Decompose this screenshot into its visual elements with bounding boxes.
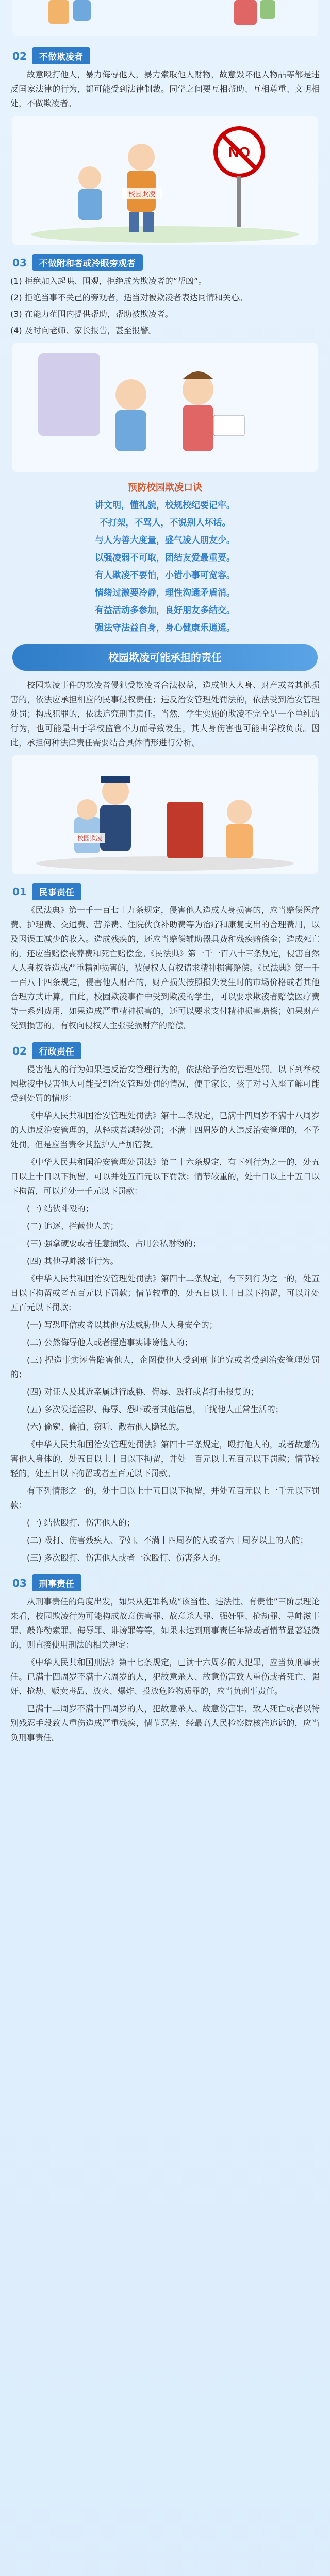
police-illustration [12, 755, 318, 874]
admin-text: 侵害他人的行为如果违反治安管理行为的，依法给予治安管理处罚。以下列举校园欺凌中侵害他人可能受到治安管理处罚的情况，便于家长、孩子对号入座了解可能受到处罚的情形： [10, 1064, 320, 1103]
responsibility-banner: 校园欺凌可能承担的责任 [12, 644, 318, 671]
section-title: 民事责任 [32, 883, 81, 900]
admin-text: (三) 捏造事实诬告陷害他人，企图使他人受到刑事追究或者受到治安管理处罚的； [10, 1355, 320, 1379]
section-03-list [0, 274, 330, 338]
section-title: 行政责任 [32, 1042, 81, 1059]
section-number: 02 [12, 49, 27, 62]
admin-text: (一) 结伙斗殴的； [27, 1204, 94, 1213]
civil-header [12, 883, 318, 900]
rhyme-line: 以强凌弱不可取，团结友爱最重要。 [95, 553, 235, 563]
rhyme-line: 有益活动多参加，良好朋友多结交。 [95, 605, 235, 616]
list-item: (1) 拒绝加入起哄、围观，拒绝成为欺凌者的“帮凶”。 [10, 276, 207, 286]
section-title: 不做附和者或冷眼旁观者 [32, 254, 143, 271]
admin-text: 《中华人民共和国治安管理处罚法》第四十二条规定，有下列行为之一的，处五日以下拘留或者五百元以下罚款；情节较重的，处五日以上十日以下拘留，可以并处五百元以下罚款： [10, 1274, 320, 1312]
section-number: 02 [12, 1044, 27, 1057]
criminal-text: 从刑事责任的角度出发，如果从犯罪构成“该当性、违法性、有责性”三阶层理论来看，校园欺凌行为可能构成故意伤害罪、故意杀人罪、强奸罪、抢劫罪、寻衅滋事罪、敲诈勒索罪、侮辱罪、诽谤罪等等，如果未达到刑事责任年龄或者情节显著轻微的，则直接使用刑法的相关规定： [10, 1597, 320, 1650]
criminal-header [12, 1574, 318, 1591]
admin-text: (四) 对证人及其近亲属进行威胁、侮辱、殴打或者打击报复的； [27, 1387, 259, 1397]
admin-text: (二) 公然侮辱他人或者捏造事实诽谤他人的； [27, 1337, 193, 1347]
no-bullying-image [12, 116, 318, 245]
section-number: 03 [12, 256, 27, 269]
helping-illustration [12, 343, 318, 472]
criminal-text: 《中华人民共和国刑法》第十七条规定，已满十六周岁的人犯罪，应当负刑事责任。已满十四周岁不满十六周岁的人，犯故意杀人、故意伤害致人重伤或者死亡、强奸、抢劫、贩卖毒品、放火、爆炸、投放危险物质罪的，应当负刑事责任。 [10, 1657, 320, 1696]
section-02-header [12, 47, 318, 64]
admin-text: (二) 追逐、拦截他人的； [27, 1221, 119, 1231]
section-number: 01 [12, 885, 27, 898]
rhyme-line: 有人欺凌不要怕，小错小事可宽容。 [95, 570, 235, 581]
rhyme-title: 预防校园欺凌口诀 [128, 482, 202, 493]
admin-text: 《中华人民共和国治安管理处罚法》第二十六条规定，有下列行为之一的，处五日以上十日以下拘留，可以并处五百元以下罚款；情节较重的，处十日以上十五日以下拘留，可以并处一千元以下罚款： [10, 1157, 320, 1196]
admin-text: (一) 写恐吓信或者以其他方法威胁他人人身安全的； [27, 1320, 218, 1330]
section-02-text: 故意殴打他人，暴力侮辱他人，暴力索取他人财物，故意毁坏他人物品等都是违反国家法律的行为，都可能受到法律制裁。同学之间要互相帮助、互相尊重、文明相处，不做欺凌者。 [10, 70, 320, 108]
admin-text: (三) 强拿硬要或者任意损毁、占用公私财物的； [27, 1239, 201, 1248]
rhyme-line: 与人为善大度量，盛气凌人朋友少。 [95, 535, 235, 546]
admin-text: (三) 多次殴打、伤害他人或者一次殴打、伤害多人的。 [27, 1553, 226, 1563]
civil-text: 《民法典》第一千一百七十九条规定，侵害他人造成人身损害的，应当赔偿医疗费、护理费、交通费、营养费、住院伙食补助费等为治疗和康复支出的合理费用，以及因误工减少的收入。造成残疾的，还应当赔偿辅助器具费和残疾赔偿金；造成死亡的，还应当赔偿丧葬费和死亡赔偿金。《民法典》第一千一百八十三条规定，侵害自然人人身权益造成严重精神损害的，被侵权人有权请求精神损害赔偿。《民法典》第一千一百八十四条规定，侵害他人财产的，财产损失按照损失发生时的市场价格或者其他合理方式计算。由此，校园欺凌事件中受到欺凌的学生，可以要求欺凌者赔偿医疗费等一系列费用，如果造成严重精神损害的，还可以要求支付精神损害赔偿；如果财产受到损害的，有权向侵权人主张受损财产的赔偿。 [10, 905, 320, 1030]
bully-sign-text: 校园欺凌 [77, 835, 103, 842]
rhyme-line: 讲文明，懂礼貌，校规校纪要记牢。 [95, 500, 235, 511]
rhyme-line: 情绪过激要冷静，理性沟通矛盾消。 [95, 588, 235, 598]
helping-image [12, 343, 318, 472]
top-illustration [12, 0, 318, 36]
no-sign-text: NO [228, 144, 250, 160]
section-title: 不做欺凌者 [32, 47, 90, 64]
no-bullying-illustration [12, 116, 318, 245]
list-item: (4) 及时向老师、家长报告，甚至报警。 [10, 326, 157, 335]
admin-text: (二) 殴打、伤害残疾人、孕妇、不满十四周岁的人或者六十周岁以上的人的； [27, 1535, 308, 1545]
admin-header [12, 1042, 318, 1059]
admin-text: (五) 多次发送淫秽、侮辱、恐吓或者其他信息，干扰他人正常生活的； [27, 1404, 284, 1414]
admin-text: 有下列情形之一的，处十日以上十五日以下拘留，并处五百元以上一千元以下罚款： [10, 1486, 320, 1510]
section-title: 刑事责任 [32, 1574, 81, 1591]
admin-text: 《中华人民共和国治安管理处罚法》第四十三条规定，殴打他人的，或者故意伤害他人身体的，处五日以上十日以下拘留，并处二百元以上五百元以下罚款；情节较轻的，处五日以下拘留或者五百元以下罚款。 [10, 1439, 320, 1478]
list-item: (3) 在能力范围内提供帮助，帮助被欺凌者。 [10, 309, 173, 319]
section-03-header [12, 254, 318, 271]
admin-text: (四) 其他寻衅滋事行为。 [27, 1256, 119, 1266]
admin-text: 《中华人民共和国治安管理处罚法》第十二条规定，已满十四周岁不满十八周岁的人违反治安管理的，从轻或者减轻处罚；不满十四周岁的人违反治安管理的，不予处罚，但是应当责令其监护人严加管教。 [10, 1111, 320, 1149]
criminal-text: 已满十二周岁不满十四周岁的人，犯故意杀人、故意伤害罪，致人死亡或者以特别残忍手段致人重伤造成严重残疾，情节恶劣，经最高人民检察院核准追诉的，应当负刑事责任。 [10, 1704, 320, 1742]
rhyme-line: 强法守法益自身，身心健康乐逍遥。 [95, 623, 235, 633]
section-number: 03 [12, 1577, 27, 1589]
shirt-label: 校园欺凌 [128, 191, 156, 198]
rhyme-line: 不打架，不骂人，不说别人坏话。 [99, 518, 231, 528]
admin-text: (一) 结伙殴打、伤害他人的； [27, 1518, 135, 1528]
list-item: (2) 拒绝当事不关己的旁观者，适当对被欺凌者表达同情和关心。 [10, 293, 248, 302]
top-figures-image [12, 0, 318, 36]
responsibility-intro: 校园欺凌事件的欺凌者侵犯受欺凌者合法权益，造成他人人身、财产或者其他损害的，依法应承担相应的民事侵权责任；违反治安管理处罚法的，依法受到治安管理处罚；构成犯罪的，依法追究刑事责任。当然，学生实施的欺凌不完全是一个单纯的行为，也可能是由于学校监管不力而导致发生，其人身伤害也可能由学校负责。因此，承担何种法律责任需要结合具体情形进行分析。 [10, 680, 320, 748]
prevention-rhyme [12, 479, 318, 637]
admin-text: (六) 偷窥、偷拍、窃听、散布他人隐私的。 [27, 1422, 185, 1432]
police-image [12, 755, 318, 874]
